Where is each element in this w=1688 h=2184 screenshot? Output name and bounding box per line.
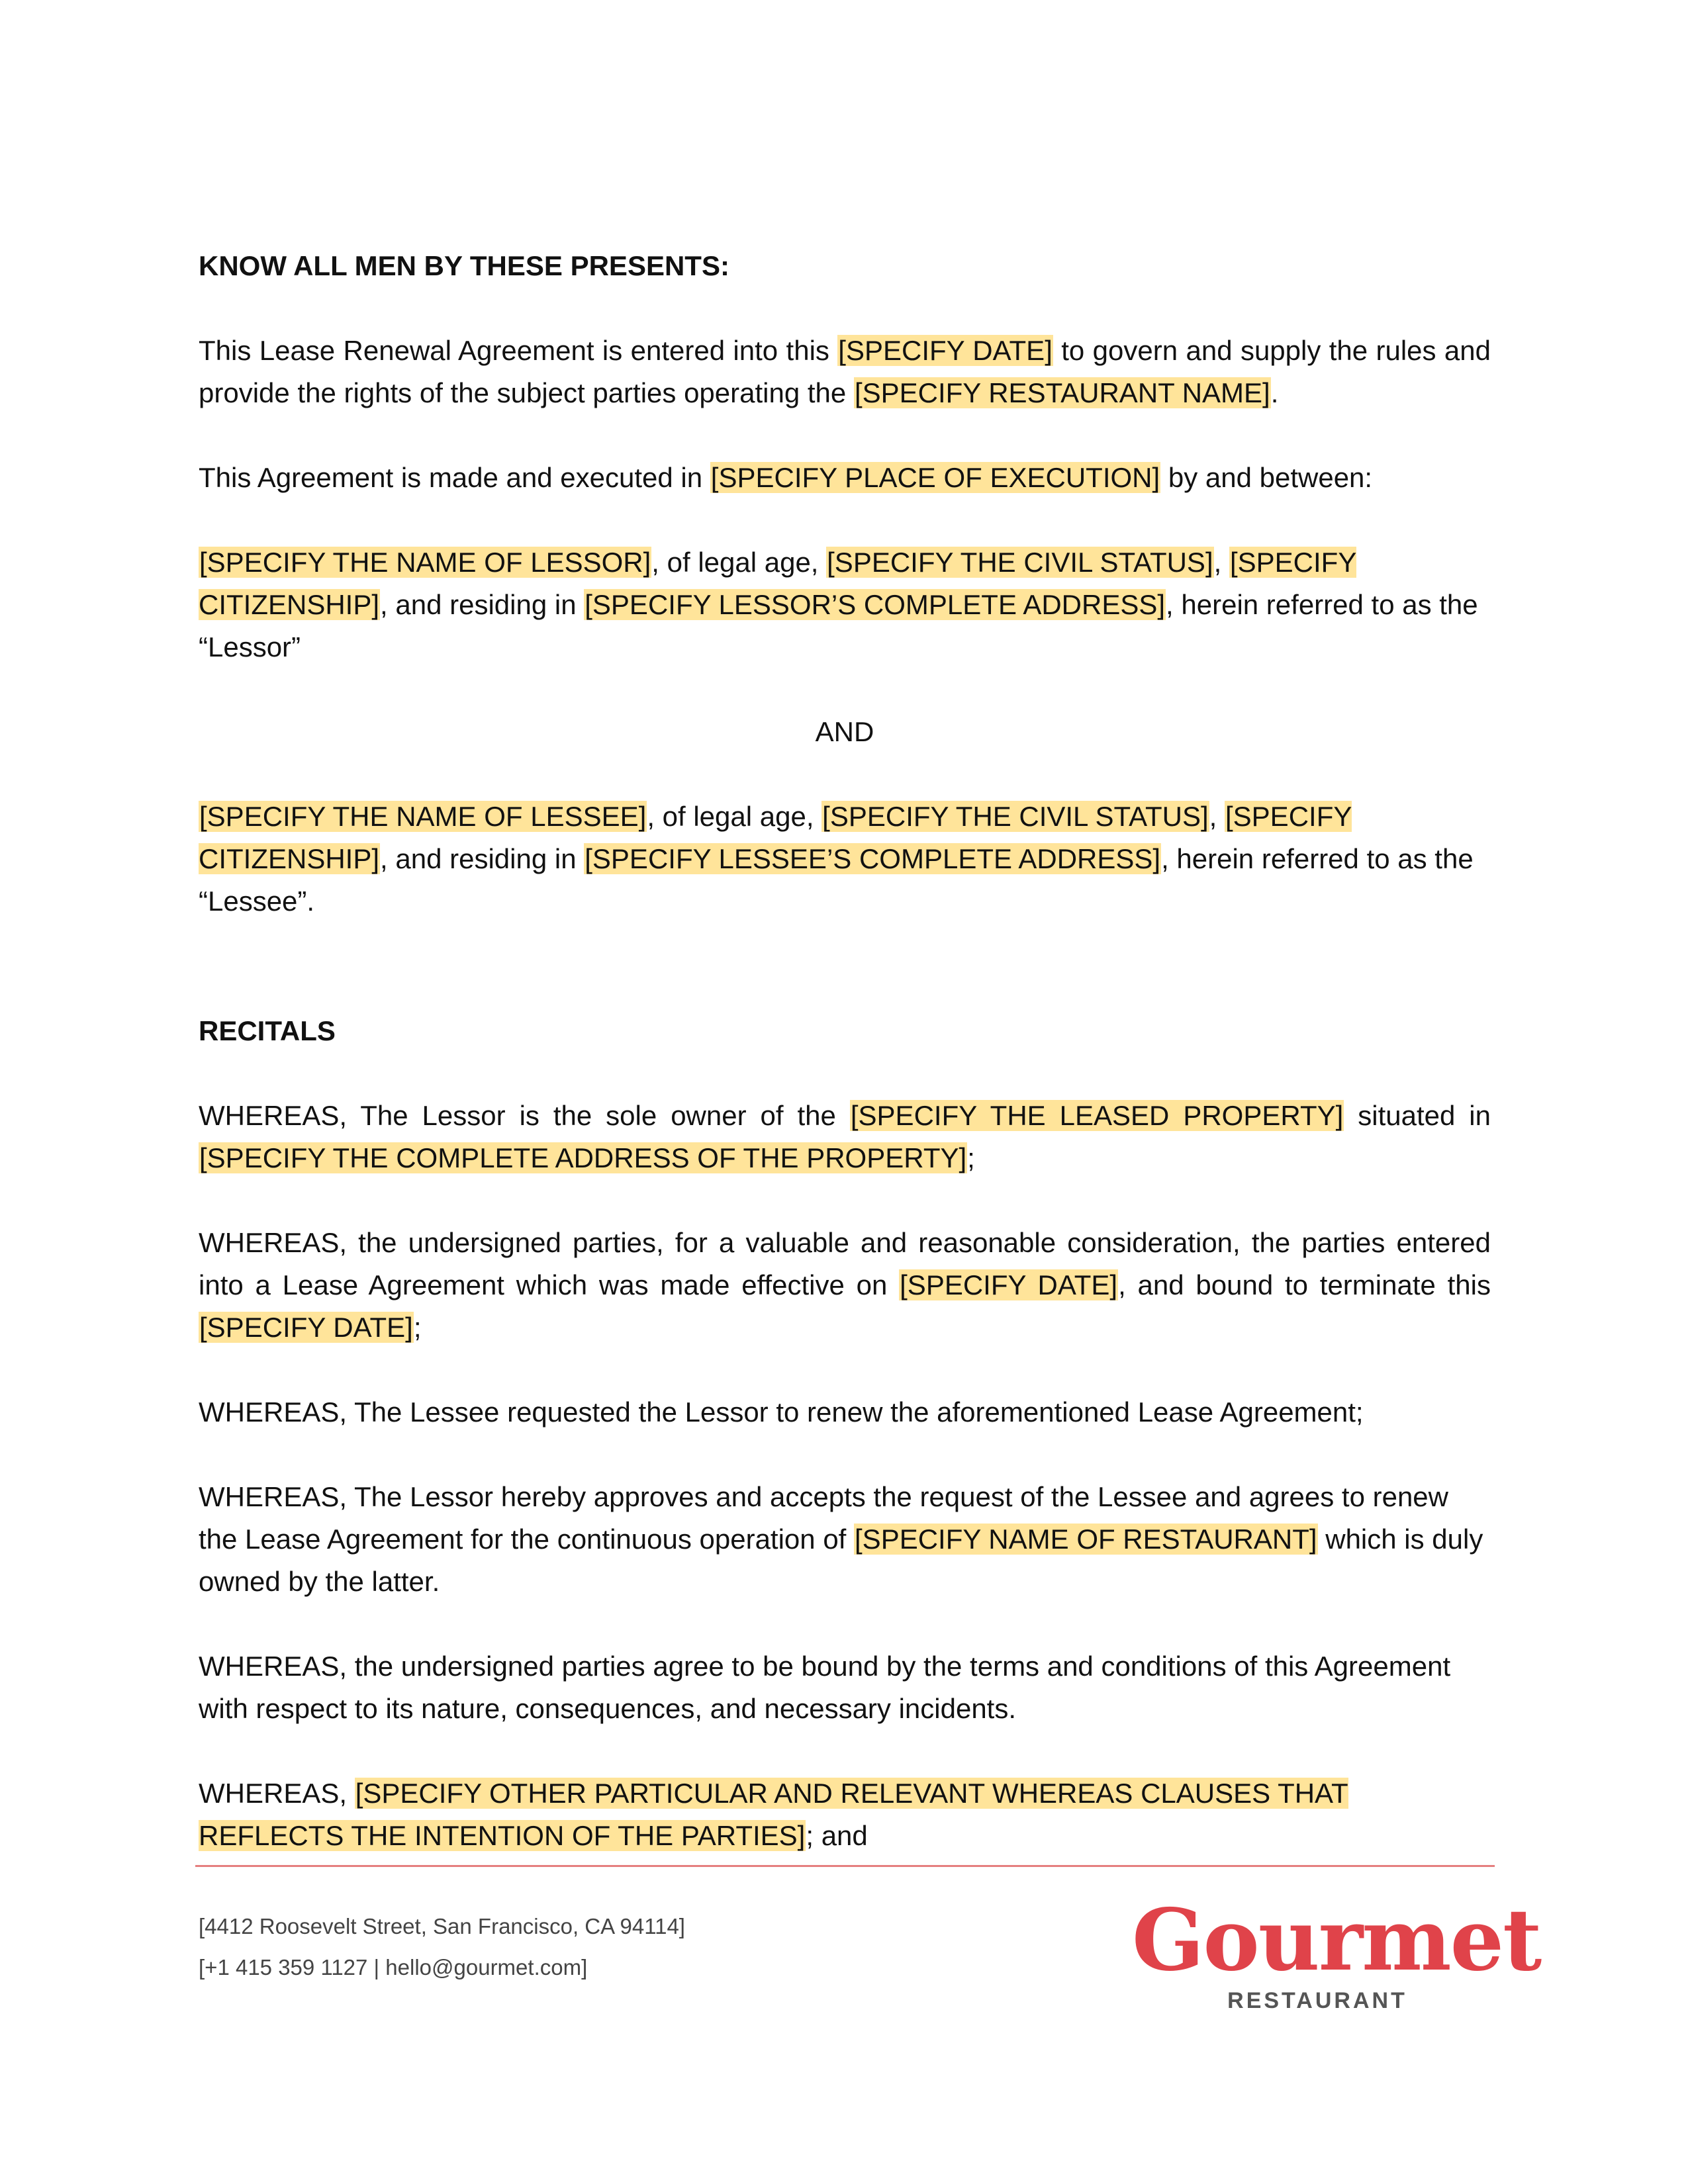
whereas-2-text-2: , and bound to terminate this [1118,1269,1491,1300]
lessee-text-1: , of legal age, [647,801,822,832]
placeholder-other-clauses: [SPECIFY OTHER PARTICULAR AND RELEVANT WHEREAS CLAUSES THAT REFLECTS THE INTENTION OF THE PARTIES] [199,1778,1348,1851]
lessee-text-3: , and residing in [380,843,585,874]
placeholder-lessee-civil-status: [SPECIFY THE CIVIL STATUS] [822,801,1209,832]
recitals-heading: RECITALS [199,1015,336,1046]
placeholder-effective-date: [SPECIFY DATE] [900,1269,1118,1300]
whereas-6-text-1: WHEREAS, [199,1778,355,1809]
placeholder-place-of-execution: [SPECIFY PLACE OF EXECUTION] [710,462,1160,493]
placeholder-termination-date: [SPECIFY DATE] [199,1312,413,1343]
gourmet-logo [1132,1891,1541,2026]
placeholder-lessee-address: [SPECIFY LESSEE’S COMPLETE ADDRESS] [585,843,1161,874]
placeholder-lessor-citizenship: [SPECIFY CITIZENSHIP] [199,547,1357,620]
footer-address: [4412 Roosevelt Street, San Francisco, CA 94114] [199,1914,685,1938]
placeholder-lessee-citizenship: [SPECIFY CITIZENSHIP] [199,801,1352,874]
whereas-5-text-1: WHEREAS, the undersigned parties agree to be bound by the terms and conditions of this Agreement with respect to its nature, consequences, and necessary incidents. [199,1651,1451,1724]
whereas-paragraph-4 [199,1476,1491,1603]
lessor-text-4: , herein referred to as the “Lessor” [199,589,1478,662]
footer-contact [199,1906,685,1988]
intro-text-3: . [1270,377,1279,408]
whereas-4-text-1: WHEREAS, The Lessor hereby approves and accepts the request of the Lessee and agrees to renew the Lease Agreement for the continuous operation of [199,1481,1448,1555]
execution-text-2: by and between: [1160,462,1373,493]
lessee-text-4: , herein referred to as the “Lessee”. [199,843,1474,917]
whereas-paragraph-5 [199,1645,1491,1730]
intro-text-2: to govern and supply the rules and provide the rights of the subject parties operating the [199,335,1491,408]
execution-text-1: This Agreement is made and executed in [199,462,710,493]
document-body [199,245,1491,1857]
whereas-1-text-1: WHEREAS, The Lessor is the sole owner of the [199,1100,850,1131]
whereas-2-text-1: WHEREAS, the undersigned parties, for a valuable and reasonable consideration, the parties entered into a Lease Agreement which was made effective on [199,1227,1491,1300]
lessee-text-2: , [1209,801,1225,832]
placeholder-lessee-name: [SPECIFY THE NAME OF LESSEE] [199,801,647,832]
whereas-paragraph-2 [199,1222,1491,1349]
document-heading: KNOW ALL MEN BY THESE PRESENTS: [199,250,729,281]
placeholder-restaurant-name: [SPECIFY RESTAURANT NAME] [854,377,1270,408]
placeholder-lessor-address: [SPECIFY LESSOR’S COMPLETE ADDRESS] [585,589,1166,620]
lessor-text-1: , of legal age, [651,547,827,578]
whereas-2-text-3: ; [413,1312,422,1343]
placeholder-date: [SPECIFY DATE] [838,335,1053,366]
whereas-paragraph-1 [199,1095,1491,1179]
whereas-paragraph-6 [199,1772,1491,1857]
whereas-4-text-2: which is duly owned by the latter. [199,1524,1483,1597]
whereas-3-text-1: WHEREAS, The Lessee requested the Lessor to renew the aforementioned Lease Agreement; [199,1396,1364,1428]
placeholder-lessor-name: [SPECIFY THE NAME OF LESSOR] [199,547,651,578]
placeholder-property-address: [SPECIFY THE COMPLETE ADDRESS OF THE PROPERTY] [199,1142,967,1173]
and-label: AND [815,716,874,747]
execution-paragraph [199,457,1491,499]
placeholder-lessor-civil-status: [SPECIFY THE CIVIL STATUS] [827,547,1213,578]
whereas-paragraph-3 [199,1391,1491,1433]
logo-subtitle: RESTAURANT [1227,1988,1407,2013]
logo-wordmark: Gourmet [1132,1891,1541,1990]
lessee-paragraph [199,796,1491,923]
placeholder-name-of-restaurant: [SPECIFY NAME OF RESTAURANT] [855,1524,1317,1555]
whereas-6-text-2: ; and [806,1820,868,1851]
footer-phone-email: [+1 415 359 1127 | hello@gourmet.com] [199,1955,588,1979]
lessor-text-2: , [1213,547,1229,578]
intro-text-1: This Lease Renewal Agreement is entered into this [199,335,838,366]
whereas-1-text-2: situated in [1344,1100,1491,1131]
intro-paragraph [199,330,1491,414]
placeholder-leased-property: [SPECIFY THE LEASED PROPERTY] [850,1100,1344,1131]
lessor-text-3: , and residing in [380,589,585,620]
whereas-1-text-3: ; [967,1142,975,1173]
lessor-paragraph [199,541,1491,668]
footer-divider [195,1865,1495,1867]
